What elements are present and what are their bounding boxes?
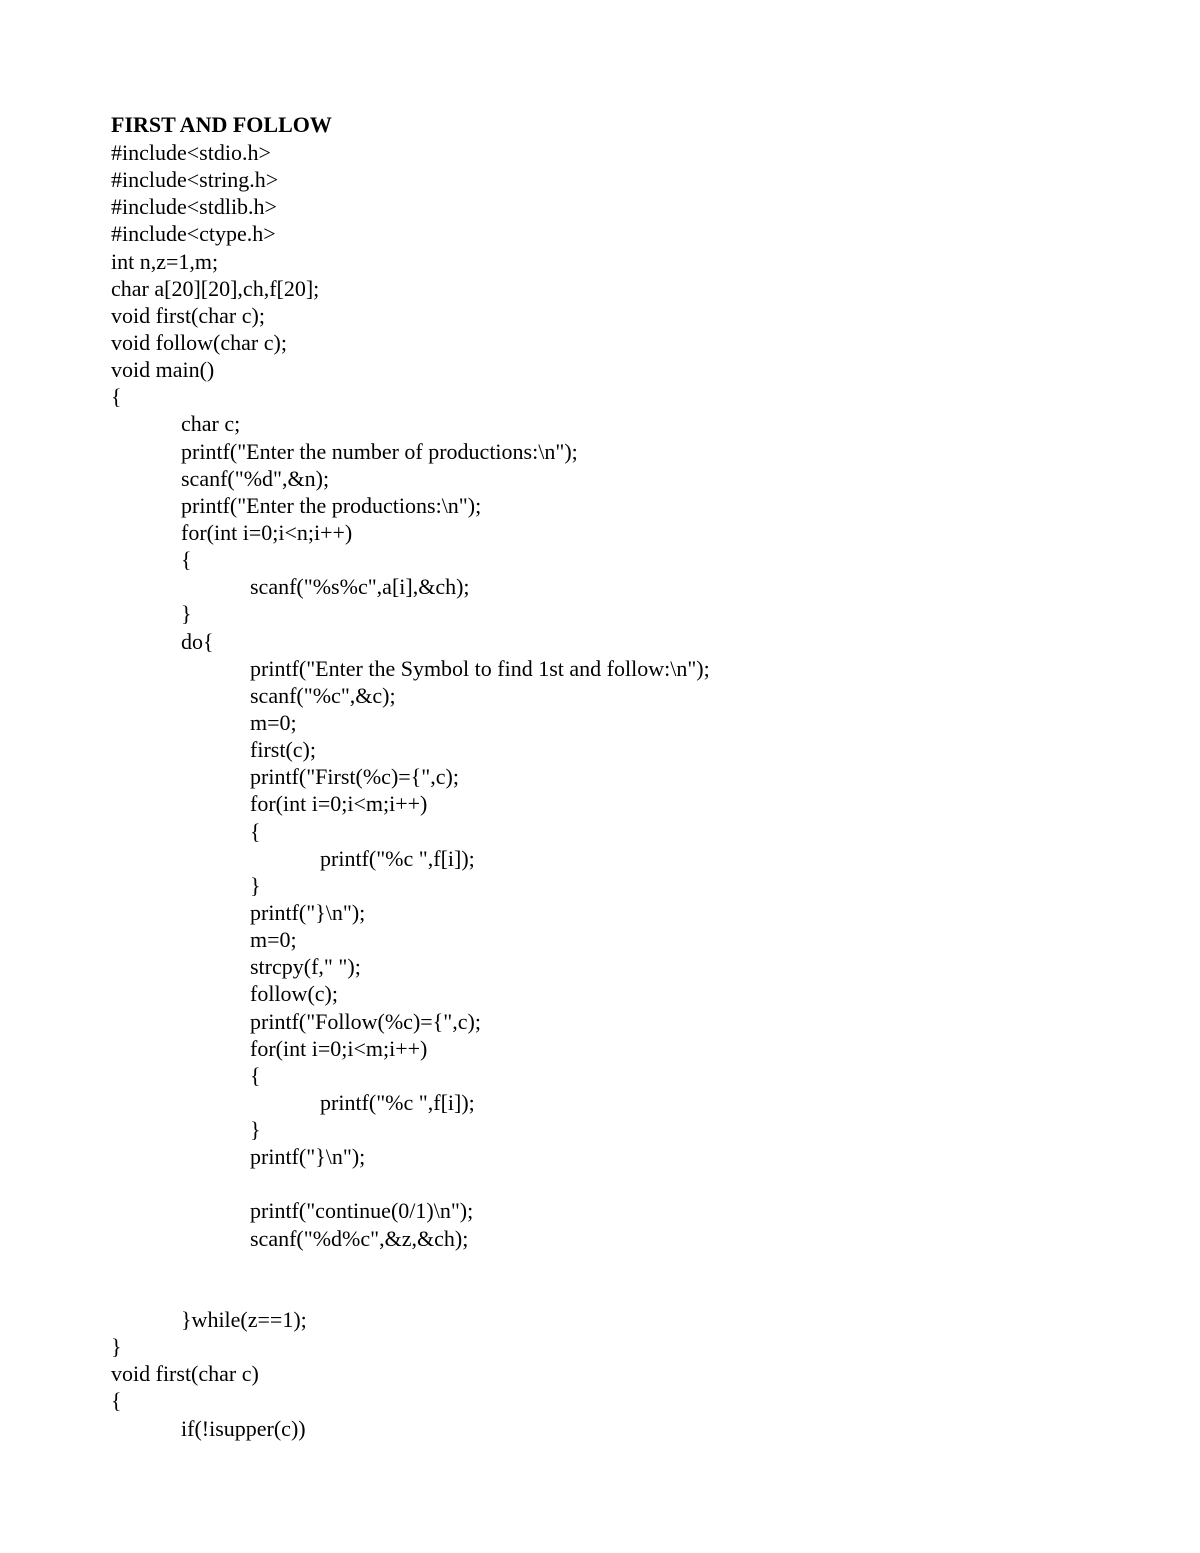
code-line: #include<ctype.h> xyxy=(111,221,276,247)
code-line: for(int i=0;i<m;i++) xyxy=(250,1035,428,1061)
code-line: void first(char c); xyxy=(111,302,265,328)
code-line: printf("Enter the productions:\n"); xyxy=(181,492,482,518)
code-line: first(c); xyxy=(250,737,316,763)
code-line: printf("}\n"); xyxy=(250,899,366,925)
code-line: do{ xyxy=(181,628,214,654)
code-listing xyxy=(111,111,710,1442)
code-line: } xyxy=(181,601,192,627)
code-line: m=0; xyxy=(250,709,297,735)
blank-line xyxy=(111,1279,710,1306)
code-line: } xyxy=(111,1334,122,1360)
code-line: int n,z=1,m; xyxy=(111,248,219,274)
code-line: char c; xyxy=(181,411,241,437)
code-line: printf("}\n"); xyxy=(250,1144,366,1170)
code-line: }while(z==1); xyxy=(181,1307,307,1333)
code-line: scanf("%c",&c); xyxy=(250,682,396,708)
code-line: scanf("%d%c",&z,&ch); xyxy=(250,1225,469,1251)
code-line: for(int i=0;i<n;i++) xyxy=(181,519,353,545)
code-line: printf("First(%c)={",c); xyxy=(250,764,459,790)
code-line: printf("Enter the Symbol to find 1st and follow:\n"); xyxy=(250,655,710,681)
code-line: #include<stdlib.h> xyxy=(111,194,277,220)
code-line: scanf("%d",&n); xyxy=(181,465,330,491)
code-line: { xyxy=(250,818,261,844)
blank-line xyxy=(111,1170,710,1197)
code-line: { xyxy=(181,547,192,573)
code-line: m=0; xyxy=(250,927,297,953)
code-line: #include<stdio.h> xyxy=(111,140,271,165)
code-line: { xyxy=(250,1062,261,1088)
code-line: void first(char c) xyxy=(111,1361,259,1387)
code-line: char a[20][20],ch,f[20]; xyxy=(111,275,320,301)
code-line: printf("Enter the number of productions:\n"); xyxy=(181,438,578,464)
code-line: printf("%c ",f[i]); xyxy=(320,845,475,871)
code-line: #include<string.h> xyxy=(111,167,279,193)
code-line: strcpy(f," "); xyxy=(250,954,361,980)
code-line: follow(c); xyxy=(250,981,338,1007)
code-line: if(!isupper(c)) xyxy=(181,1415,306,1441)
code-line: printf("continue(0/1)\n"); xyxy=(250,1198,474,1224)
code-line: { xyxy=(111,384,122,410)
code-line: } xyxy=(250,872,261,898)
code-line: printf("Follow(%c)={",c); xyxy=(250,1008,481,1034)
code-line: for(int i=0;i<m;i++) xyxy=(250,791,428,817)
blank-line xyxy=(111,1252,710,1279)
document-title: FIRST AND FOLLOW xyxy=(111,112,332,137)
code-line: } xyxy=(250,1117,261,1143)
code-line: scanf("%s%c",a[i],&ch); xyxy=(250,574,470,600)
code-line: { xyxy=(111,1388,122,1414)
code-line: void follow(char c); xyxy=(111,329,287,355)
code-line: printf("%c ",f[i]); xyxy=(320,1089,475,1115)
code-line: void main() xyxy=(111,357,215,383)
